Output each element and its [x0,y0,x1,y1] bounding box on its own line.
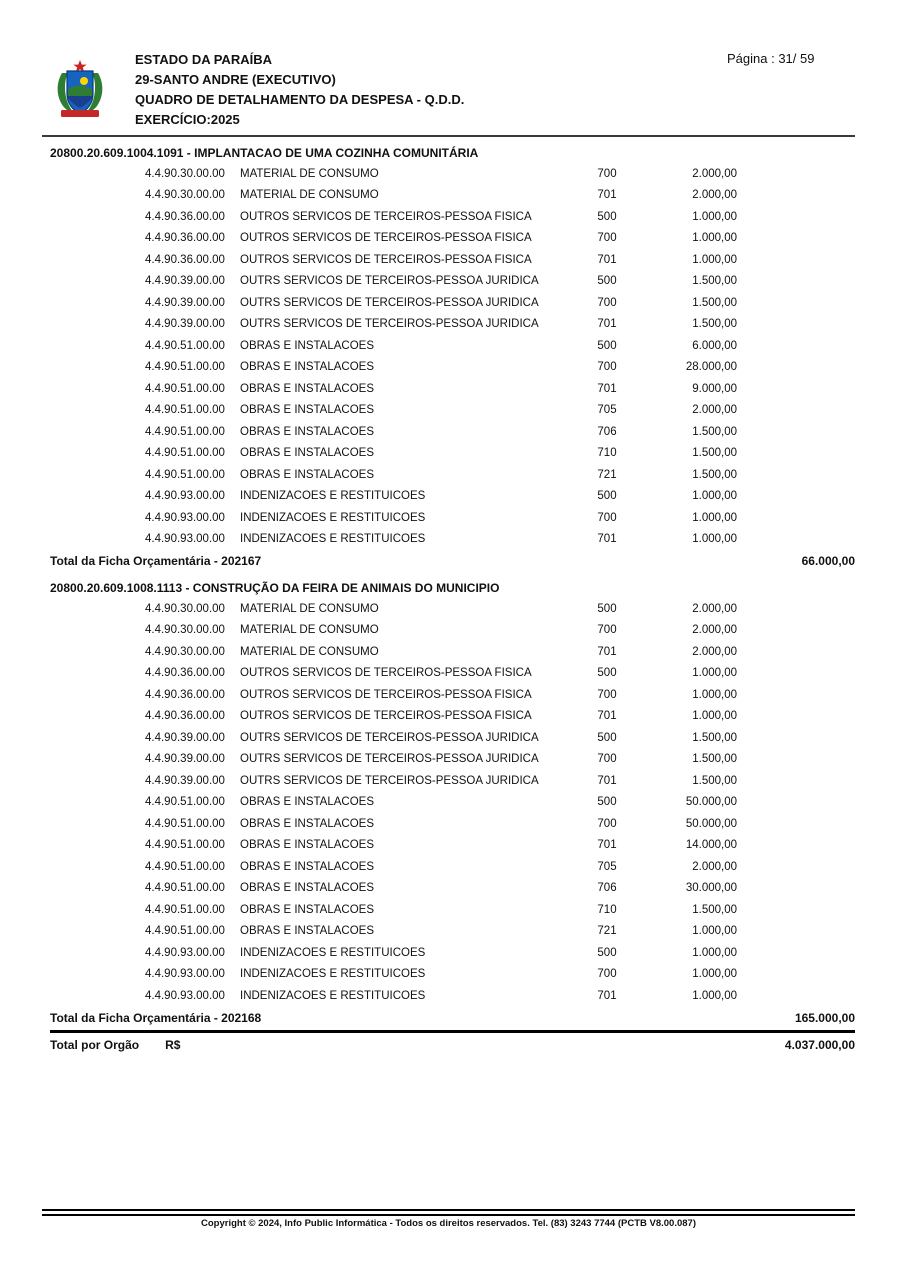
expense-fonte: 701 [597,382,617,395]
expense-description: INDENIZACOES E RESTITUICOES [240,533,426,546]
expense-code: 4.4.90.93.00.00 [145,533,225,546]
expense-row [50,486,855,508]
expense-fonte: 701 [597,710,617,723]
page-number: Página : 31/ 59 [727,51,815,66]
expense-fonte: 701 [597,189,617,202]
expense-fonte: 701 [597,318,617,331]
expense-description: OBRAS E INSTALACOES [240,361,374,374]
expense-value: 1.500,00 [692,903,737,916]
expense-value: 1.500,00 [692,774,737,787]
expense-description: OBRAS E INSTALACOES [240,860,374,873]
expense-code: 4.4.90.39.00.00 [145,774,225,787]
expense-description: MATERIAL DE CONSUMO [240,602,379,615]
expense-fonte: 500 [597,946,617,959]
expense-fonte: 700 [597,167,617,180]
expense-code: 4.4.90.51.00.00 [145,903,225,916]
expense-fonte: 706 [597,882,617,895]
budget-section [50,143,855,572]
expense-code: 4.4.90.36.00.00 [145,232,225,245]
expense-row [50,663,855,685]
expense-value: 1.500,00 [692,468,737,481]
expense-row [50,507,855,529]
expense-row [50,856,855,878]
expense-value: 1.000,00 [692,946,737,959]
expense-fonte: 500 [597,796,617,809]
footer-double-rule [42,1209,855,1216]
expense-fonte: 701 [597,774,617,787]
expense-row [50,878,855,900]
grand-total-row [50,1033,855,1057]
expense-description: OUTROS SERVICOS DE TERCEIROS-PESSOA FISICA [240,210,532,223]
ficha-total-label: Total da Ficha Orçamentária - 202167 [50,554,262,568]
expense-value: 1.000,00 [692,968,737,981]
expense-description: OBRAS E INSTALACOES [240,425,374,438]
expense-fonte: 700 [597,968,617,981]
expense-description: INDENIZACOES E RESTITUICOES [240,490,426,503]
expense-code: 4.4.90.51.00.00 [145,860,225,873]
expense-value: 1.000,00 [692,511,737,524]
expense-row [50,271,855,293]
expense-row [50,314,855,336]
expense-fonte: 710 [597,903,617,916]
expense-code: 4.4.90.51.00.00 [145,361,225,374]
grand-total-value: 4.037.000,00 [784,1037,855,1052]
expense-value: 2.000,00 [692,189,737,202]
expense-row [50,835,855,857]
expense-value: 2.000,00 [692,624,737,637]
expense-code: 4.4.90.39.00.00 [145,296,225,309]
expense-value: 1.000,00 [692,710,737,723]
expense-row [50,292,855,314]
grand-total-currency: R$ [165,1037,181,1052]
report-title: QUADRO DE DETALHAMENTO DA DESPESA - Q.D.D. [135,92,465,107]
expense-value: 1.500,00 [692,275,737,288]
expense-row [50,400,855,422]
expense-code: 4.4.90.51.00.00 [145,447,225,460]
expense-description: OUTRS SERVICOS DE TERCEIROS-PESSOA JURIDICA [240,318,539,331]
expense-description: MATERIAL DE CONSUMO [240,189,379,202]
expense-value: 2.000,00 [692,645,737,658]
expense-code: 4.4.90.51.00.00 [145,817,225,830]
expense-fonte: 500 [597,490,617,503]
expense-code: 4.4.90.36.00.00 [145,667,225,680]
expense-fonte: 701 [597,839,617,852]
expense-code: 4.4.90.93.00.00 [145,511,225,524]
expense-fonte: 500 [597,731,617,744]
expense-row [50,357,855,379]
expense-row [50,206,855,228]
expense-row [50,421,855,443]
expense-row [50,598,855,620]
expense-fonte: 721 [597,468,617,481]
expense-row [50,335,855,357]
expense-value: 30.000,00 [685,882,737,895]
expense-value: 1.500,00 [692,296,737,309]
state-name: ESTADO DA PARAÍBA [135,52,272,67]
expense-fonte: 700 [597,817,617,830]
expense-description: OUTRS SERVICOS DE TERCEIROS-PESSOA JURIDICA [240,753,539,766]
expense-code: 4.4.90.30.00.00 [145,167,225,180]
expense-fonte: 500 [597,210,617,223]
expense-fonte: 705 [597,404,617,417]
expense-fonte: 710 [597,447,617,460]
expense-code: 4.4.90.51.00.00 [145,425,225,438]
expense-row [50,964,855,986]
expense-value: 1.000,00 [692,667,737,680]
expense-description: OBRAS E INSTALACOES [240,468,374,481]
expense-row [50,727,855,749]
header-divider [42,135,855,137]
exercise-year: EXERCÍCIO:2025 [135,112,240,127]
expense-fonte: 500 [597,275,617,288]
expense-value: 14.000,00 [685,839,737,852]
expense-row [50,443,855,465]
expense-code: 4.4.90.30.00.00 [145,602,225,615]
expense-fonte: 700 [597,232,617,245]
expense-description: OBRAS E INSTALACOES [240,882,374,895]
expense-description: OUTRS SERVICOS DE TERCEIROS-PESSOA JURIDICA [240,731,539,744]
sections-container [50,143,855,1029]
expense-fonte: 500 [597,602,617,615]
expense-description: OUTROS SERVICOS DE TERCEIROS-PESSOA FISICA [240,232,532,245]
expense-value: 1.000,00 [692,210,737,223]
expense-code: 4.4.90.39.00.00 [145,753,225,766]
expense-description: OBRAS E INSTALACOES [240,382,374,395]
expense-value: 9.000,00 [692,382,737,395]
expense-row [50,813,855,835]
expense-description: OBRAS E INSTALACOES [240,817,374,830]
expense-fonte: 500 [597,339,617,352]
expense-row [50,228,855,250]
expense-description: OUTROS SERVICOS DE TERCEIROS-PESSOA FISICA [240,667,532,680]
expense-description: OBRAS E INSTALACOES [240,839,374,852]
expense-description: OUTROS SERVICOS DE TERCEIROS-PESSOA FISICA [240,688,532,701]
expense-row [50,620,855,642]
expense-value: 50.000,00 [685,817,737,830]
expense-row [50,163,855,185]
paraiba-coat-of-arms-icon [55,60,105,122]
expense-value: 1.000,00 [692,232,737,245]
expense-description: OUTRS SERVICOS DE TERCEIROS-PESSOA JURIDICA [240,296,539,309]
expense-row [50,249,855,271]
expense-value: 1.500,00 [692,318,737,331]
expense-description: OUTROS SERVICOS DE TERCEIROS-PESSOA FISICA [240,710,532,723]
expense-code: 4.4.90.30.00.00 [145,645,225,658]
entity-name: 29-SANTO ANDRE (EXECUTIVO) [135,72,336,87]
expense-description: INDENIZACOES E RESTITUICOES [240,968,426,981]
expense-fonte: 721 [597,925,617,938]
expense-value: 1.000,00 [692,253,737,266]
expense-value: 2.000,00 [692,602,737,615]
expense-value: 1.500,00 [692,447,737,460]
expense-description: OBRAS E INSTALACOES [240,447,374,460]
expense-code: 4.4.90.93.00.00 [145,968,225,981]
expense-code: 4.4.90.51.00.00 [145,839,225,852]
expense-row [50,378,855,400]
expense-row [50,464,855,486]
expense-code: 4.4.90.51.00.00 [145,468,225,481]
expense-fonte: 705 [597,860,617,873]
expense-fonte: 700 [597,688,617,701]
expense-description: OBRAS E INSTALACOES [240,339,374,352]
expense-description: OBRAS E INSTALACOES [240,903,374,916]
expense-value: 1.000,00 [692,989,737,1002]
expense-value: 1.000,00 [692,533,737,546]
ficha-total-row [50,1007,855,1029]
ficha-total-value: 165.000,00 [794,1010,855,1025]
expense-value: 2.000,00 [692,404,737,417]
expense-code: 4.4.90.51.00.00 [145,382,225,395]
expense-value: 1.500,00 [692,731,737,744]
expense-code: 4.4.90.39.00.00 [145,318,225,331]
expense-row [50,770,855,792]
expense-description: OUTRS SERVICOS DE TERCEIROS-PESSOA JURIDICA [240,275,539,288]
expense-description: OUTRS SERVICOS DE TERCEIROS-PESSOA JURIDICA [240,774,539,787]
expense-row [50,792,855,814]
section-title: 20800.20.609.1004.1091 - IMPLANTACAO DE UMA COZINHA COMUNITÁRIA [50,146,479,160]
expense-fonte: 700 [597,753,617,766]
expense-code: 4.4.90.30.00.00 [145,189,225,202]
expense-code: 4.4.90.36.00.00 [145,253,225,266]
expense-description: INDENIZACOES E RESTITUICOES [240,511,426,524]
expense-fonte: 700 [597,361,617,374]
expense-row [50,749,855,771]
expense-row [50,985,855,1007]
expense-code: 4.4.90.36.00.00 [145,210,225,223]
ficha-total-row [50,550,855,572]
expense-fonte: 700 [597,511,617,524]
expense-code: 4.4.90.39.00.00 [145,731,225,744]
report-header [0,0,900,137]
expense-description: OBRAS E INSTALACOES [240,796,374,809]
expense-description: MATERIAL DE CONSUMO [240,167,379,180]
expense-fonte: 700 [597,624,617,637]
expense-value: 2.000,00 [692,167,737,180]
expense-value: 6.000,00 [692,339,737,352]
ficha-total-value: 66.000,00 [801,554,855,568]
expense-value: 1.000,00 [692,688,737,701]
copyright-text: Copyright © 2024, Info Public Informática - Todos os direitos reservados. Tel. (83) 3243 7744 (PCTB V8.00.087) [201,1218,696,1229]
section-title: 20800.20.609.1008.1113 - CONSTRUÇÃO DA FEIRA DE ANIMAIS DO MUNICIPIO [50,581,500,595]
expense-fonte: 701 [597,533,617,546]
expense-description: INDENIZACOES E RESTITUICOES [240,989,426,1002]
expense-row [50,706,855,728]
expense-value: 28.000,00 [685,361,737,374]
expense-value: 2.000,00 [692,860,737,873]
expense-fonte: 500 [597,667,617,680]
expense-value: 1.000,00 [692,925,737,938]
expense-value: 50.000,00 [685,796,737,809]
expense-row [50,185,855,207]
expense-code: 4.4.90.93.00.00 [145,946,225,959]
expense-description: INDENIZACOES E RESTITUICOES [240,946,426,959]
grand-total-label: Total por Orgão [50,1037,140,1052]
expense-code: 4.4.90.39.00.00 [145,275,225,288]
expense-code: 4.4.90.93.00.00 [145,989,225,1002]
report-footer [42,1209,855,1229]
expense-fonte: 700 [597,296,617,309]
expense-fonte: 701 [597,253,617,266]
expense-row [50,641,855,663]
expense-row [50,529,855,551]
expense-value: 1.500,00 [692,753,737,766]
budget-section [50,578,855,1029]
ficha-total-label: Total da Ficha Orçamentária - 202168 [50,1010,262,1025]
expense-description: MATERIAL DE CONSUMO [240,645,379,658]
expense-code: 4.4.90.51.00.00 [145,796,225,809]
expense-row [50,942,855,964]
expense-row [50,899,855,921]
report-body [0,143,900,1057]
expense-code: 4.4.90.36.00.00 [145,688,225,701]
expense-row [50,684,855,706]
expense-code: 4.4.90.30.00.00 [145,624,225,637]
expense-description: OUTROS SERVICOS DE TERCEIROS-PESSOA FISICA [240,253,532,266]
expense-code: 4.4.90.51.00.00 [145,404,225,417]
expense-code: 4.4.90.51.00.00 [145,882,225,895]
expense-row [50,921,855,943]
expense-code: 4.4.90.36.00.00 [145,710,225,723]
expense-fonte: 701 [597,645,617,658]
expense-value: 1.000,00 [692,490,737,503]
expense-fonte: 701 [597,989,617,1002]
expense-code: 4.4.90.51.00.00 [145,925,225,938]
expense-code: 4.4.90.51.00.00 [145,339,225,352]
expense-fonte: 706 [597,425,617,438]
expense-code: 4.4.90.93.00.00 [145,490,225,503]
expense-value: 1.500,00 [692,425,737,438]
expense-description: OBRAS E INSTALACOES [240,404,374,417]
expense-description: MATERIAL DE CONSUMO [240,624,379,637]
expense-description: OBRAS E INSTALACOES [240,925,374,938]
